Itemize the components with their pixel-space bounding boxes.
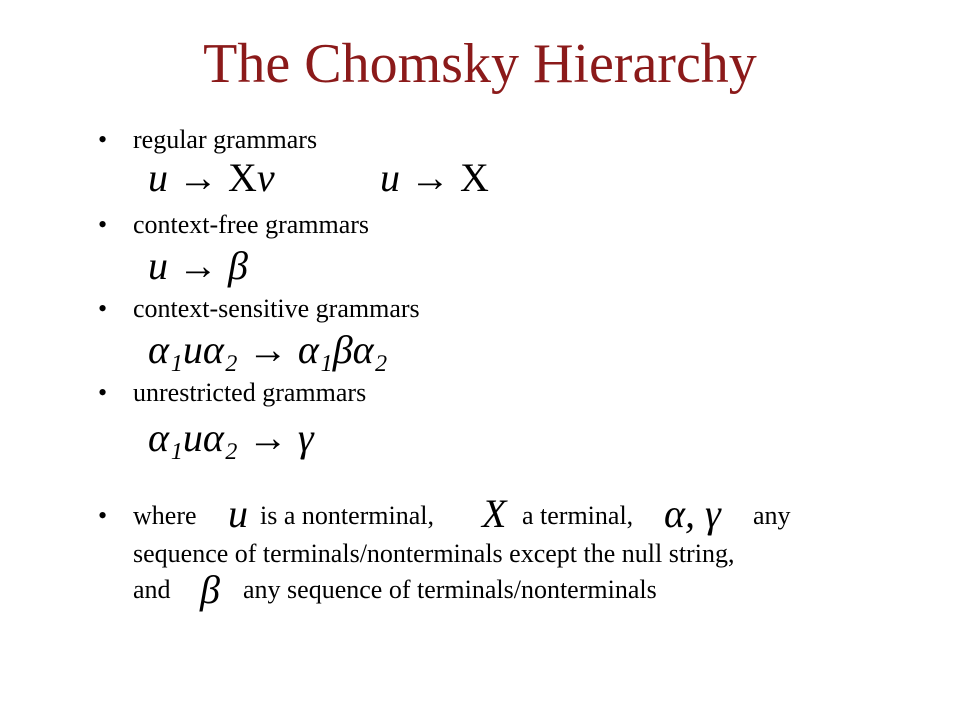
symbol-beta: β xyxy=(200,567,220,612)
footnote-and: and xyxy=(133,575,171,604)
arrow-symbol: → xyxy=(247,415,288,460)
bullet-context-free-grammars: context-free grammars xyxy=(133,210,370,239)
footnote-any-sequence: any sequence of terminals/nonterminals xyxy=(243,575,657,604)
footnote-terminal: a terminal, xyxy=(522,501,634,530)
formula-regular-1 xyxy=(148,155,275,200)
formula-rhs: α₁βα₂ xyxy=(297,327,388,372)
formula-regular-2 xyxy=(380,155,489,200)
footnote-line2: sequence of terminals/nonterminals except the null string, xyxy=(133,539,735,568)
bullet-dot: • xyxy=(98,294,108,323)
bullet-regular-grammars: regular grammars xyxy=(133,125,318,154)
footnote-any: any xyxy=(753,501,791,530)
symbol-x: X xyxy=(482,491,507,536)
bullet-dot: • xyxy=(98,125,108,154)
formula-lhs: u xyxy=(380,155,400,200)
formula-unrestricted xyxy=(148,415,314,460)
bullet-unrestricted-grammars: unrestricted grammars xyxy=(133,378,367,407)
formula-lhs: α₁uα₂ xyxy=(148,327,238,372)
formula-lhs: u xyxy=(148,243,168,288)
formula-context-sensitive xyxy=(148,327,388,372)
formula-lhs: α₁uα₂ xyxy=(148,415,238,460)
slide-title: The Chomsky Hierarchy xyxy=(203,33,757,95)
symbol-alpha-gamma: α, γ xyxy=(664,491,721,536)
formula-rhs: β xyxy=(228,243,248,288)
symbol-u: u xyxy=(228,491,248,536)
arrow-symbol: → xyxy=(410,155,450,200)
formula-terminal: X xyxy=(228,155,257,200)
formula-rhs: γ xyxy=(297,415,314,460)
bullet-dot: • xyxy=(98,501,108,530)
formula-context-free xyxy=(148,243,248,288)
formula-terminal: X xyxy=(460,155,489,200)
bullet-context-sensitive-grammars: context-sensitive grammars xyxy=(133,294,420,323)
formula-variable: v xyxy=(256,155,275,200)
bullet-dot: • xyxy=(98,210,108,239)
formula-lhs: u xyxy=(148,155,168,200)
arrow-symbol: → xyxy=(247,327,288,372)
footnote-where: where xyxy=(133,501,197,530)
arrow-symbol: → xyxy=(178,243,218,288)
arrow-symbol: → xyxy=(178,155,218,200)
bullet-dot: • xyxy=(98,378,108,407)
footnote-nonterminal: is a nonterminal, xyxy=(260,501,435,530)
